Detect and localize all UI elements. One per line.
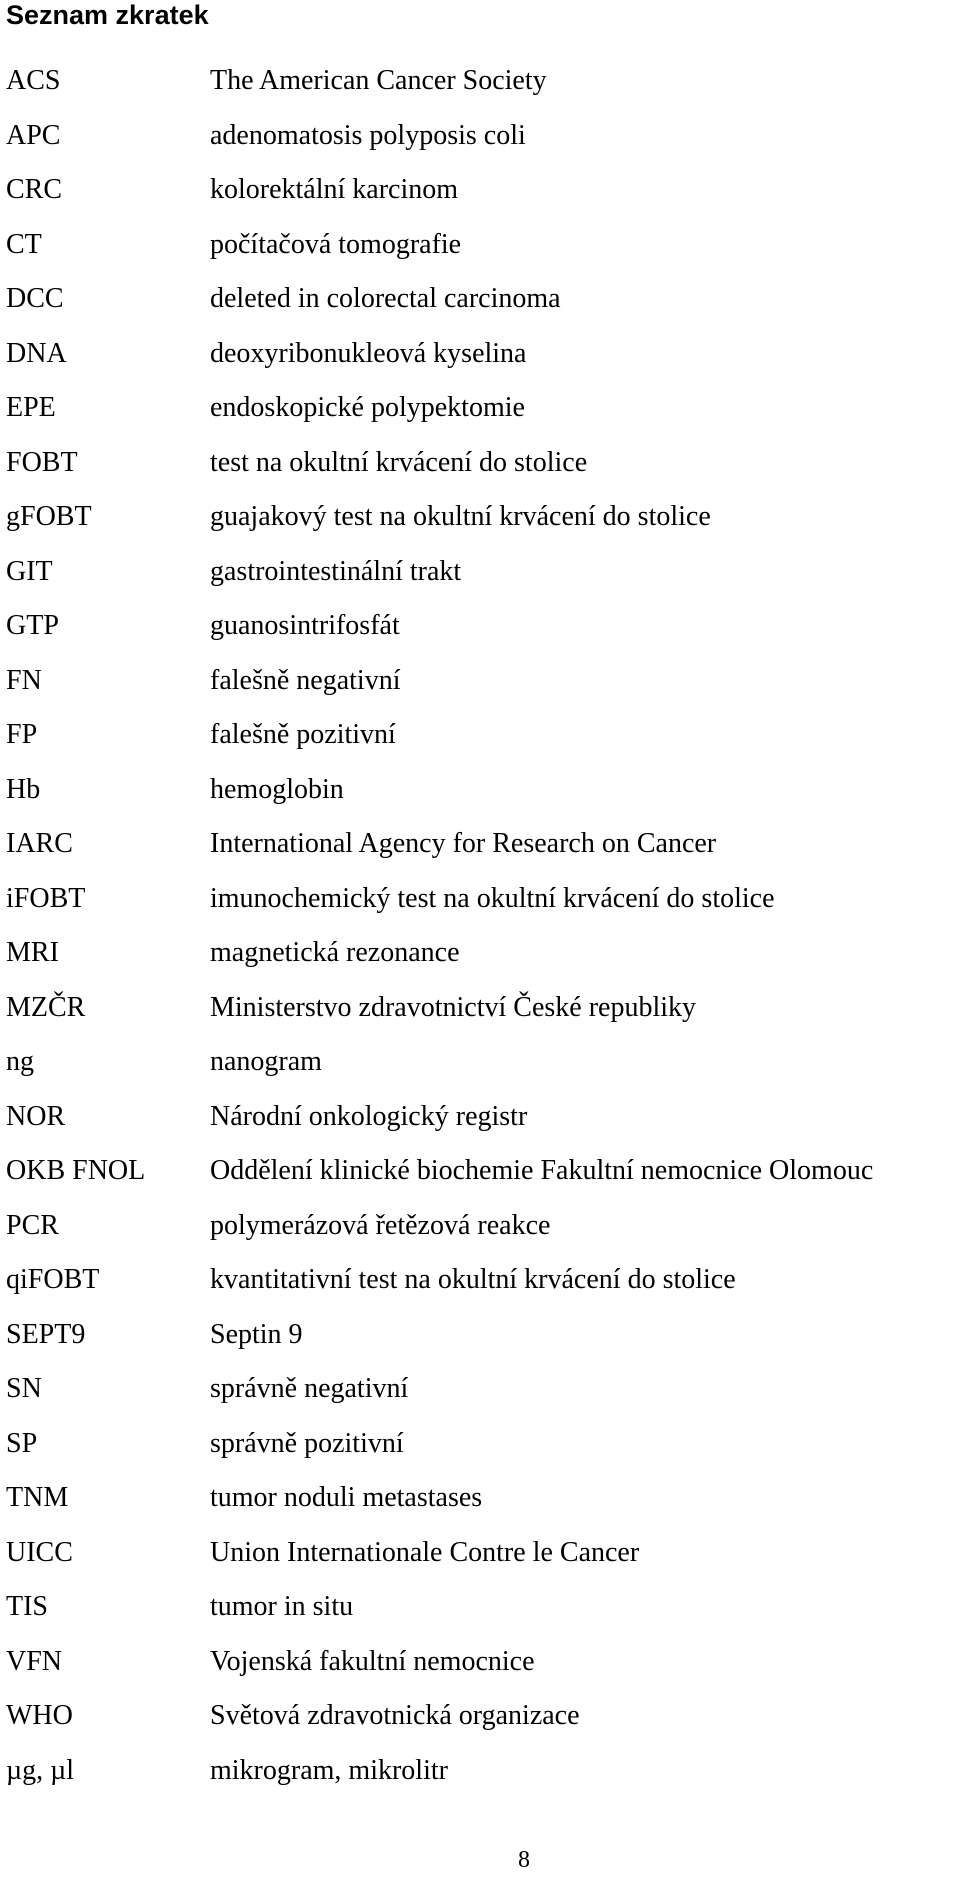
abbreviation-row [6,1481,956,1536]
abbreviation-code: GIT [6,555,53,587]
abbreviation-row [6,446,956,501]
abbreviation-code: iFOBT [6,882,86,914]
abbreviation-meaning: správně negativní [210,1373,409,1404]
abbreviation-meaning: nanogram [210,1046,322,1077]
abbreviation-meaning: guanosintrifosfát [210,610,400,641]
abbreviation-row [6,1318,956,1373]
abbreviation-row [6,773,956,828]
abbreviation-meaning: tumor in situ [210,1591,354,1622]
abbreviation-code: TNM [6,1482,69,1513]
abbreviation-meaning: gastrointestinální trakt [210,555,462,587]
abbreviation-code: DNA [6,337,67,369]
abbreviation-row [6,1590,956,1645]
abbreviation-meaning: správně pozitivní [210,1427,404,1459]
abbreviation-meaning: endoskopické polypektomie [210,392,525,423]
abbreviation-row [6,500,956,555]
abbreviation-code: ng [6,1046,34,1077]
abbreviation-row [6,391,956,446]
abbreviation-list [6,64,956,1808]
abbreviation-meaning: test na okultní krvácení do stolice [210,446,588,478]
abbreviation-meaning: mikrogram, mikrolitr [210,1754,448,1786]
page-number: 8 [518,1847,530,1873]
abbreviation-code: DCC [6,283,64,314]
abbreviation-meaning: hemoglobin [210,773,344,805]
abbreviation-code: MRI [6,937,59,968]
abbreviation-code: TIS [6,1591,48,1622]
abbreviation-meaning: Ministerstvo zdravotnictví České republiky [210,991,697,1023]
abbreviation-code: FN [6,664,42,696]
abbreviation-meaning: adenomatosis polyposis coli [210,119,526,151]
abbreviation-meaning: kvantitativní test na okultní krvácení do stolice [210,1264,736,1295]
abbreviation-meaning: Světová zdravotnická organizace [210,1700,580,1731]
abbreviation-row [6,282,956,337]
abbreviation-code: CRC [6,174,63,205]
abbreviation-meaning: kolorektální karcinom [210,174,459,205]
abbreviation-row [6,555,956,610]
abbreviation-code: OKB FNOL [6,1155,146,1186]
abbreviation-code: µg, µl [6,1754,75,1786]
abbreviation-code: NOR [6,1100,66,1132]
abbreviation-code: IARC [6,828,73,859]
abbreviation-meaning: magnetická rezonance [210,937,460,968]
abbreviation-code: MZČR [6,991,86,1023]
abbreviation-code: APC [6,119,61,151]
abbreviation-row [6,882,956,937]
abbreviation-meaning: falešně pozitivní [210,719,396,750]
abbreviation-code: Hb [6,773,41,805]
abbreviation-row [6,1699,956,1754]
abbreviation-row [6,1045,956,1100]
abbreviation-row [6,1100,956,1155]
abbreviation-meaning: The American Cancer Society [210,65,547,96]
abbreviation-meaning: Národní onkologický registr [210,1100,528,1132]
abbreviation-row [6,1209,956,1264]
abbreviation-row [6,991,956,1046]
abbreviation-code: gFOBT [6,501,92,532]
abbreviation-row [6,664,956,719]
abbreviation-meaning: Oddělení klinické biochemie Fakultní nemocnice Olomouc [210,1155,874,1186]
abbreviation-row [6,1754,956,1809]
abbreviation-code: ACS [6,65,61,96]
page-title: Seznam zkratek [6,0,209,30]
abbreviation-meaning: Union Internationale Contre le Cancer [210,1536,640,1568]
abbreviation-row [6,1263,956,1318]
abbreviation-row [6,1427,956,1482]
abbreviation-meaning: deoxyribonukleová kyselina [210,337,527,369]
abbreviation-code: FP [6,719,38,750]
abbreviation-code: qiFOBT [6,1264,100,1295]
abbreviation-row [6,1372,956,1427]
abbreviation-row [6,64,956,119]
abbreviation-row [6,228,956,283]
abbreviation-row [6,609,956,664]
abbreviation-meaning: Septin 9 [210,1318,303,1350]
abbreviation-code: PCR [6,1209,59,1241]
abbreviation-row [6,337,956,392]
abbreviation-row [6,1536,956,1591]
abbreviation-row [6,1154,956,1209]
abbreviation-row [6,1645,956,1700]
abbreviation-code: GTP [6,610,59,641]
abbreviation-meaning: falešně negativní [210,664,401,696]
abbreviation-row [6,718,956,773]
abbreviation-meaning: Vojenská fakultní nemocnice [210,1645,535,1677]
abbreviation-row [6,827,956,882]
abbreviation-meaning: guajakový test na okultní krvácení do stolice [210,501,711,532]
abbreviation-meaning: tumor noduli metastases [210,1482,483,1513]
abbreviation-code: WHO [6,1700,73,1731]
abbreviation-code: UICC [6,1536,73,1568]
abbreviation-meaning: deleted in colorectal carcinoma [210,283,561,314]
abbreviation-code: SEPT9 [6,1318,86,1350]
abbreviation-code: VFN [6,1645,63,1677]
abbreviation-row [6,936,956,991]
abbreviation-row [6,119,956,174]
abbreviation-meaning: počítačová tomografie [210,228,462,260]
abbreviation-code: SP [6,1427,38,1459]
abbreviation-meaning: imunochemický test na okultní krvácení do stolice [210,882,775,914]
abbreviation-meaning: polymerázová řetězová reakce [210,1209,551,1241]
abbreviation-code: FOBT [6,446,78,478]
abbreviation-meaning: International Agency for Research on Cancer [210,828,717,859]
abbreviation-code: EPE [6,392,56,423]
abbreviation-row [6,173,956,228]
abbreviation-code: SN [6,1373,42,1404]
abbreviation-code: CT [6,228,42,260]
